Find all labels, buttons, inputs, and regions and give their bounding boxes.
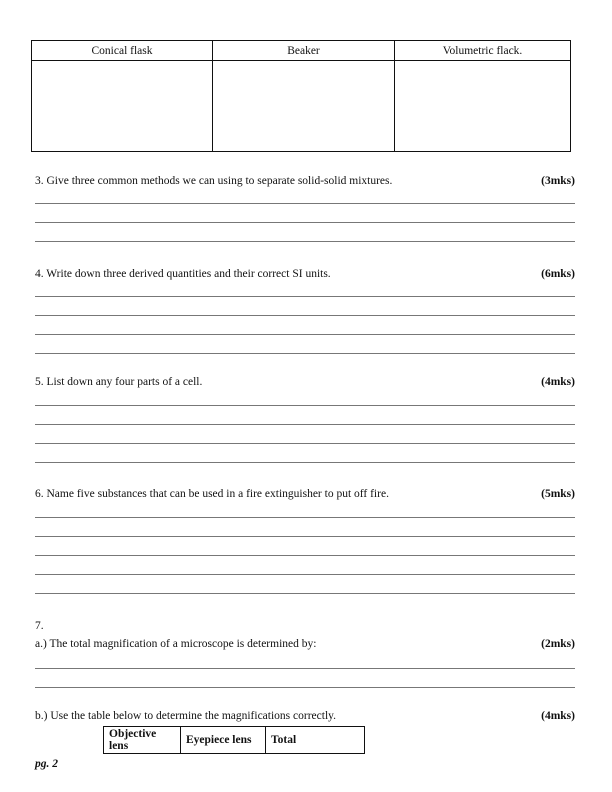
question-text: 3. Give three common methods we can using to separate solid-solid mixtures.	[35, 175, 393, 187]
magnification-table	[103, 726, 365, 754]
question-marks: (3mks)	[541, 175, 575, 187]
question-marks: (6mks)	[541, 268, 575, 280]
answer-line[interactable]	[35, 424, 575, 425]
answer-line[interactable]	[35, 296, 575, 297]
header-beaker: Beaker	[213, 41, 395, 61]
question-3	[35, 175, 575, 187]
answer-line[interactable]	[35, 203, 575, 204]
question-5	[35, 376, 575, 388]
question-text: 4. Write down three derived quantities and their correct SI units.	[35, 268, 331, 280]
answer-line[interactable]	[35, 555, 575, 556]
answer-line[interactable]	[35, 334, 575, 335]
answer-line[interactable]	[35, 353, 575, 354]
question-marks: (5mks)	[541, 488, 575, 500]
question-7a	[35, 638, 575, 650]
apparatus-table	[31, 40, 571, 152]
page-number: pg. 2	[35, 758, 58, 770]
question-6	[35, 488, 575, 500]
header-conical-flask: Conical flask	[32, 41, 213, 61]
answer-line[interactable]	[35, 222, 575, 223]
question-marks: (4mks)	[541, 376, 575, 388]
question-text: 5. List down any four parts of a cell.	[35, 376, 203, 388]
answer-line[interactable]	[35, 593, 575, 594]
answer-cell[interactable]	[32, 61, 213, 152]
question-marks: (2mks)	[541, 638, 575, 650]
question-7-number: 7.	[35, 620, 44, 632]
header-eyepiece-lens: Eyepiece lens	[181, 727, 266, 754]
answer-line[interactable]	[35, 315, 575, 316]
question-text: b.) Use the table below to determine the magnifications correctly.	[35, 710, 337, 722]
question-marks: (4mks)	[541, 710, 575, 722]
answer-line[interactable]	[35, 462, 575, 463]
question-7b	[35, 710, 575, 722]
answer-line[interactable]	[35, 405, 575, 406]
answer-line[interactable]	[35, 241, 575, 242]
answer-line[interactable]	[35, 574, 575, 575]
answer-line[interactable]	[35, 536, 575, 537]
answer-line[interactable]	[35, 517, 575, 518]
answer-line[interactable]	[35, 443, 575, 444]
answer-cell[interactable]	[213, 61, 395, 152]
answer-line[interactable]	[35, 668, 575, 669]
question-4	[35, 268, 575, 280]
question-text: 6. Name five substances that can be used in a fire extinguisher to put off fire.	[35, 488, 389, 500]
header-objective-lens: Objective lens	[104, 727, 181, 754]
header-volumetric-flask: Volumetric flack.	[395, 41, 571, 61]
answer-cell[interactable]	[395, 61, 571, 152]
question-text: a.) The total magnification of a microscope is determined by:	[35, 638, 317, 650]
answer-line[interactable]	[35, 687, 575, 688]
header-total: Total	[266, 727, 365, 754]
